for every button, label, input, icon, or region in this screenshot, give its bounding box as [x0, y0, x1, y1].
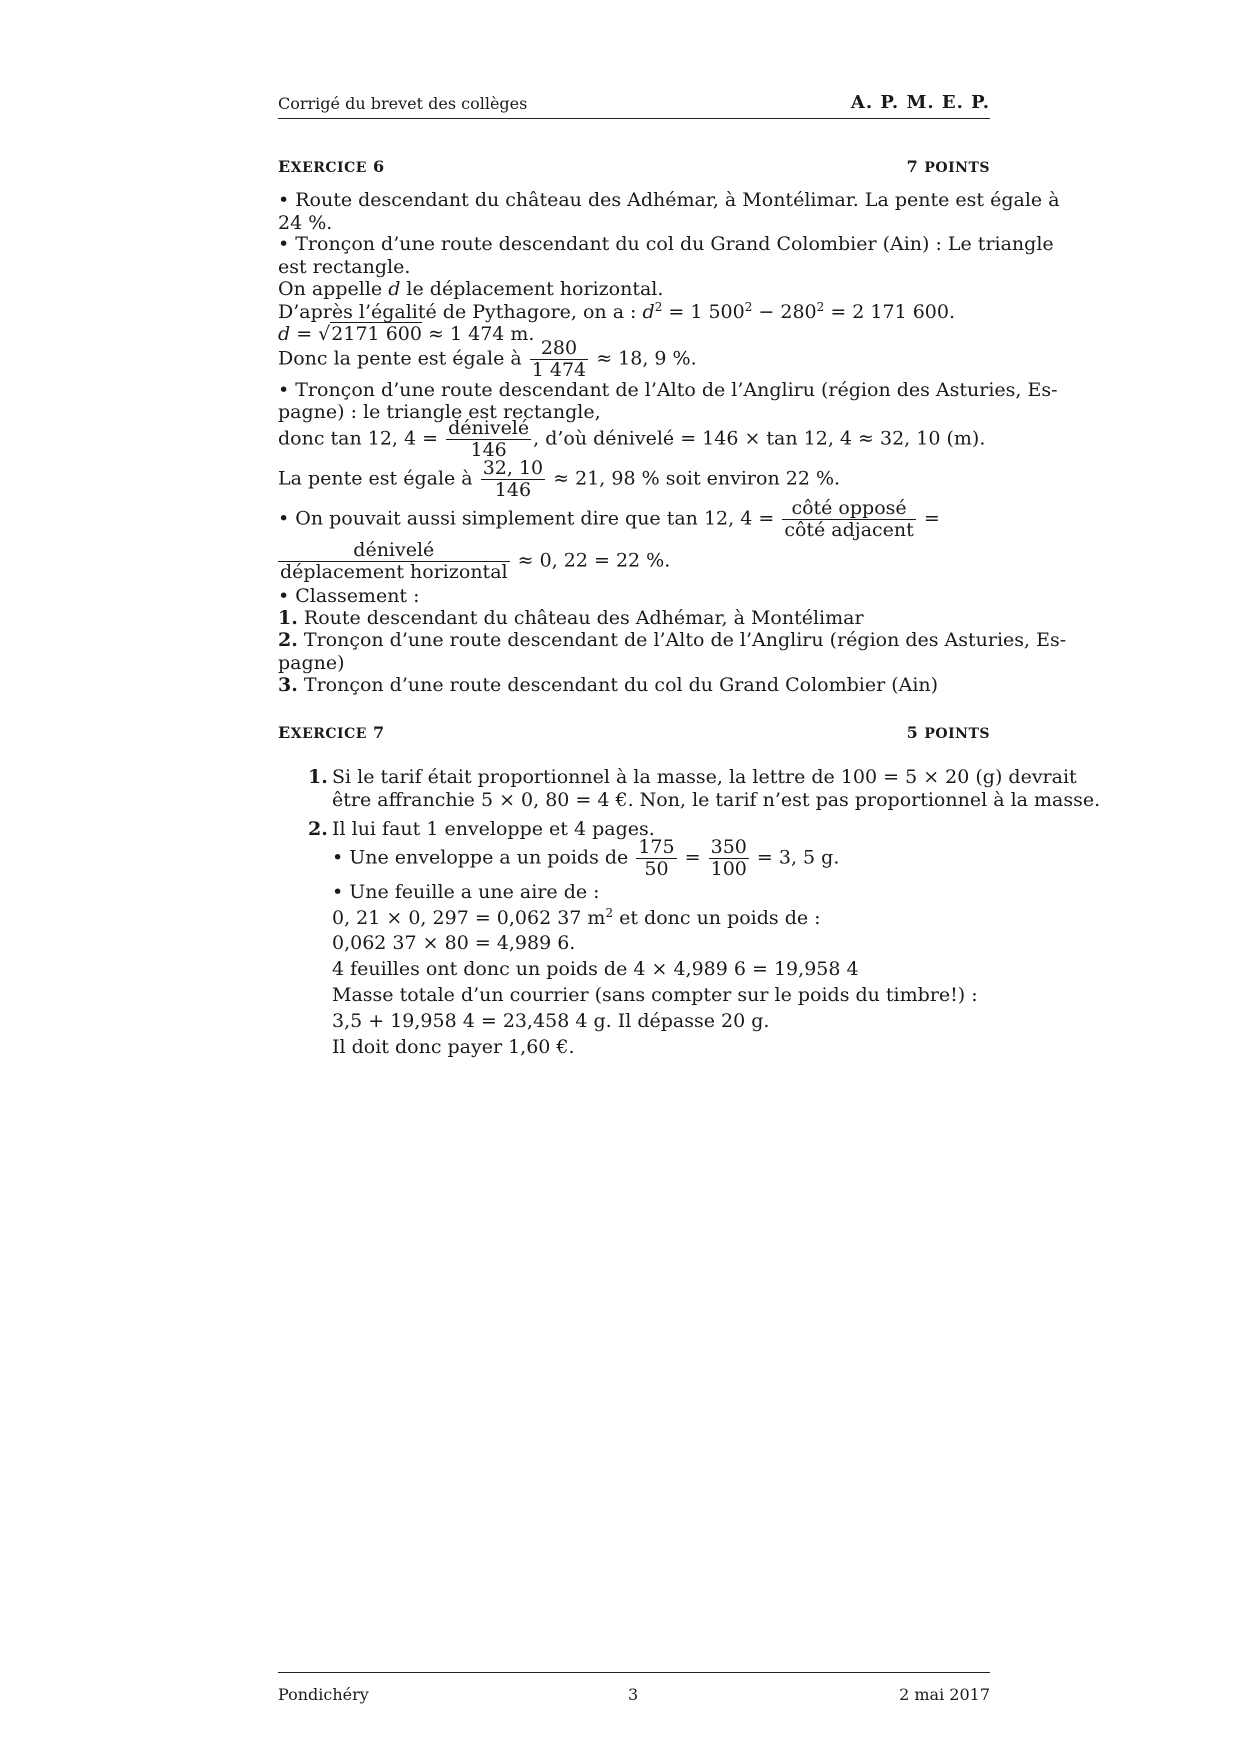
q1-num: 1.: [308, 766, 328, 788]
ranking-num-2: 2.: [278, 629, 298, 651]
ex6-frac-2-den: 146: [446, 439, 531, 461]
ex6-l5c: le déplacement horizontal.: [406, 278, 664, 300]
ex7-title-rest: XERCICE: [290, 726, 367, 742]
ex6-title-first: E: [278, 157, 291, 176]
q2-area-text-b: et donc un poids de :: [613, 907, 821, 929]
ex6-frac-3-den: 146: [481, 479, 545, 501]
ranking-num-1: 1.: [278, 607, 298, 629]
q2-number: [308, 818, 328, 840]
q2-area-exp: 2: [605, 906, 614, 920]
ex6-line-4: est rectangle.: [278, 256, 411, 278]
ex6-l5a: On appelle: [278, 278, 383, 300]
ex6-exp-c: 2: [816, 300, 825, 314]
q2-line-3: • Une feuille a une aire de :: [332, 881, 600, 903]
q2-line-7: Masse totale d’un courrier (sans compter sur le poids du timbre!) :: [332, 984, 978, 1006]
ranking-text-2: Tronçon d’une route descendant de l’Alto de l’Angliru (région des Asturies, Es-: [303, 629, 1067, 651]
ex6-l6c: = 1 500: [668, 301, 745, 323]
ex6-l12a: La pente est égale à: [278, 467, 473, 490]
q1-number: [308, 766, 328, 788]
ex6-sqrt: 2171 600: [331, 323, 422, 345]
ex6-frac-4: [782, 498, 915, 541]
page-footer: [278, 1672, 990, 1703]
ranking-item-2: [278, 629, 1067, 651]
ex6-l7d: ≈ 1 474 m.: [428, 323, 535, 345]
q2-frac-1-num: 175: [638, 836, 675, 858]
q2-envelope-text: • Une enveloppe a un poids de: [332, 846, 629, 869]
footer-page-number: 3: [628, 1685, 639, 1704]
ex6-line-2: 24 %.: [278, 212, 333, 234]
ex6-line-12: [278, 458, 840, 501]
ex6-points-word: POINTS: [924, 160, 990, 176]
exercise-7-title: [278, 723, 990, 742]
ex6-line-13: [278, 498, 940, 541]
ex6-frac-1: [530, 338, 588, 381]
ranking-num-3: 3.: [278, 674, 298, 696]
q2-frac-2-den: 100: [710, 857, 747, 880]
ex6-l5b: d: [388, 278, 401, 300]
ex7-points: [907, 723, 990, 742]
ex7-title-first: E: [278, 723, 291, 742]
ex6-l14b: ≈ 0, 22 = 22 %.: [517, 549, 671, 572]
exercise-6-title: [278, 157, 990, 176]
ex6-exp-a: 2: [654, 300, 663, 314]
ex7-points-word: POINTS: [924, 726, 990, 742]
ranking-text-3: Tronçon d’une route descendant du col du Grand Colombier (Ain): [303, 674, 939, 696]
ex6-l6d: − 280: [752, 301, 817, 323]
q1-line-2: être affranchie 5 × 0, 80 = 4 €. Non, le tarif n’est pas proportionnel à la masse.: [332, 789, 1101, 811]
ex6-line-15: • Classement :: [278, 585, 420, 607]
ex6-frac-4-num: côté opposé: [791, 497, 907, 519]
q2-envelope-result: = 3, 5 g.: [756, 846, 840, 869]
ex6-l13a: • On pouvait aussi simplement dire que tan 12, 4 =: [278, 507, 775, 530]
ranking-item-1: [278, 607, 864, 629]
ex6-frac-2-num: dénivelé: [448, 417, 530, 439]
ex6-line-1: • Route descendant du château des Adhémar, à Montélimar. La pente est égale à: [278, 189, 1060, 211]
ex6-line-6: [278, 300, 955, 323]
ex6-l12b: ≈ 21, 98 % soit environ 22 %.: [553, 467, 841, 490]
ranking-text-1: Route descendant du château des Adhémar, à Montélimar: [303, 607, 864, 629]
ex6-line-3: • Tronçon d’une route descendant du col du Grand Colombier (Ain) : Le triangle: [278, 233, 1054, 255]
ranking-item-2-cont: pagne): [278, 652, 345, 674]
q2-line-2: [332, 837, 839, 880]
ex6-title-rest: XERCICE: [290, 160, 367, 176]
footer-place: Pondichéry: [278, 1685, 369, 1704]
ex6-l6a: D’après l’égalité de Pythagore, on a :: [278, 301, 637, 323]
ex6-l6e: = 2 171 600.: [824, 301, 956, 323]
ex6-l7a: d: [278, 323, 291, 345]
header-org: A. P. M. E. P.: [850, 92, 990, 113]
q2-eq: =: [684, 846, 701, 869]
q2-line-5: 0,062 37 × 80 = 4,989 6.: [332, 932, 576, 954]
q1-line-1: Si le tarif était proportionnel à la masse, la lettre de 100 = 5 × 20 (g) devrait: [332, 766, 1077, 788]
q2-line-8: 3,5 + 19,958 4 = 23,458 4 g. Il dépasse 20 g.: [332, 1010, 770, 1032]
ex6-line-8: [278, 338, 697, 381]
q2-num: 2.: [308, 818, 328, 840]
ex6-l11a: donc tan 12, 4 =: [278, 427, 439, 450]
ex6-line-10: pagne) : le triangle est rectangle,: [278, 401, 601, 423]
ex7-points-num: 5: [906, 723, 919, 742]
ex6-line-5: [278, 278, 663, 300]
ex6-frac-1-den: 1 474: [531, 358, 587, 381]
q2-line-4: [332, 906, 821, 929]
ex6-line-9: • Tronçon d’une route descendant de l’Alto de l’Angliru (région des Asturies, Es-: [278, 379, 1058, 401]
ex6-l13b: =: [923, 507, 940, 530]
ex6-l11b: , d’où dénivelé = 146 × tan 12, 4 ≈ 32, 10 (m).: [533, 427, 986, 450]
ex6-l7b: = √: [296, 323, 331, 345]
ranking-item-3: [278, 674, 938, 696]
ex6-line-14: [278, 540, 670, 583]
ex6-frac-5: [278, 540, 510, 583]
ex6-frac-1-num: 280: [540, 337, 578, 359]
ex6-frac-5-den: déplacement horizontal: [280, 560, 508, 583]
q2-line-6: 4 feuilles ont donc un poids de 4 × 4,989 6 = 19,958 4: [332, 958, 859, 980]
ex6-frac-3: [481, 458, 545, 501]
ex6-line-11: [278, 418, 985, 461]
ex6-points: [907, 157, 990, 176]
header-title: Corrigé du brevet des collèges: [278, 94, 528, 113]
ex7-number: 7: [372, 723, 385, 742]
ex6-l8a: Donc la pente est égale à: [278, 347, 522, 370]
q2-frac-2-num: 350: [710, 836, 747, 858]
ex6-l6b: d: [642, 301, 655, 323]
ex6-points-num: 7: [906, 157, 919, 176]
ex6-frac-3-num: 32, 10: [482, 457, 544, 479]
ex6-frac-2: [446, 418, 531, 461]
ex6-frac-5-num: dénivelé: [353, 539, 435, 561]
q2-frac-1: [636, 837, 676, 880]
q2-frac-2: [709, 837, 749, 880]
q2-line-1: Il lui faut 1 enveloppe et 4 pages.: [332, 818, 655, 840]
ex6-l8b: ≈ 18, 9 %.: [596, 347, 697, 370]
ex6-exp-b: 2: [744, 300, 753, 314]
ex6-frac-4-den: côté adjacent: [784, 518, 914, 541]
ex6-number: 6: [372, 157, 385, 176]
q2-area-text: 0, 21 × 0, 297 = 0,062 37 m: [332, 907, 606, 929]
q2-frac-1-den: 50: [636, 858, 676, 880]
footer-date: 2 mai 2017: [899, 1685, 990, 1704]
page-header: [278, 94, 990, 119]
q2-line-9: Il doit donc payer 1,60 €.: [332, 1036, 575, 1058]
